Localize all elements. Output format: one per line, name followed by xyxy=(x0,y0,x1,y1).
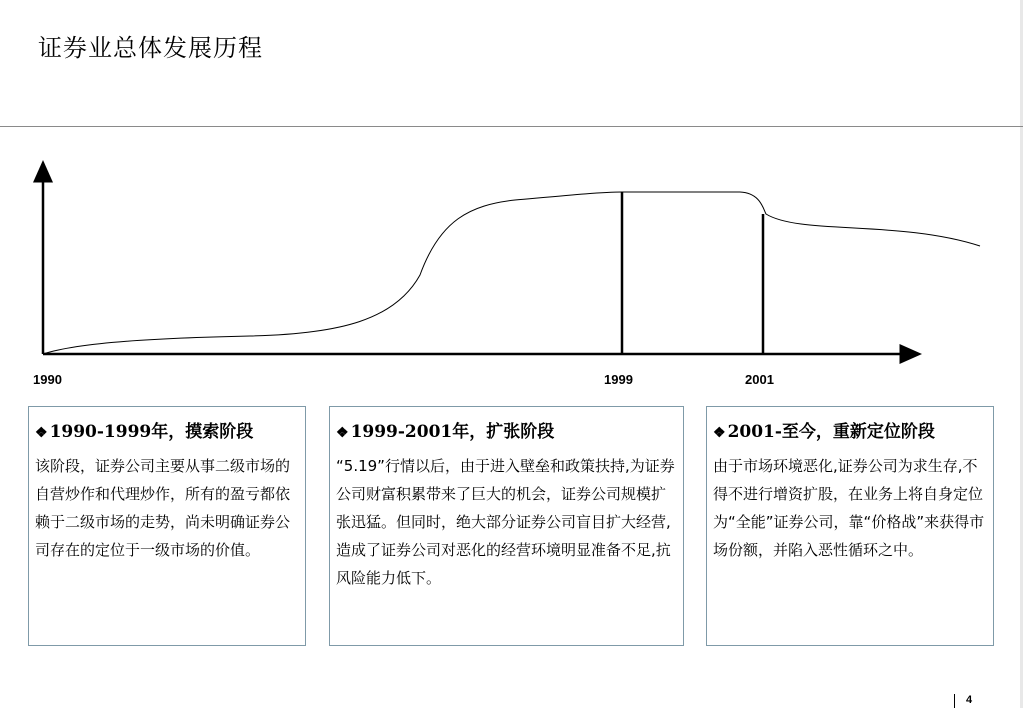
year-label-1990: 1990 xyxy=(33,372,62,387)
page-number: 4 xyxy=(966,694,973,706)
diamond-bullet-icon: ❖ xyxy=(336,425,349,441)
stage-description: “5.19”行情以后，由于进入壁垒和政策扶持,为证券公司财富积累带来了巨大的机会，证券公司规模扩张迅猛。但同时，绝大部分证券公司盲目扩大经营,造成了证券公司对恶化的经营环境明显准备不足,抗风险能力低下。 xyxy=(336,457,675,587)
stage-box-expansion xyxy=(329,406,684,646)
page-title: 证券业总体发展历程 xyxy=(38,34,263,62)
footer-divider xyxy=(954,694,955,708)
stage-box-exploration xyxy=(28,406,306,646)
development-curve xyxy=(43,192,980,354)
diamond-bullet-icon: ❖ xyxy=(713,425,726,441)
stage-heading xyxy=(713,417,987,442)
year-label-2001: 2001 xyxy=(745,372,774,387)
year-label-1999: 1999 xyxy=(604,372,633,387)
stage-box-repositioning xyxy=(706,406,994,646)
title-divider xyxy=(0,126,1023,127)
timeline-diagram xyxy=(0,160,1023,370)
stage-heading xyxy=(336,417,677,442)
stage-heading xyxy=(35,417,299,442)
stage-heading-text: 1990-1999年，摸索阶段 xyxy=(49,422,254,442)
diamond-bullet-icon: ❖ xyxy=(35,425,48,441)
stage-description: 由于市场环境恶化,证券公司为求生存,不得不进行增资扩股，在业务上将自身定位为“全能”证券公司，靠“价格战”来获得市场份额，并陷入恶性循环之中。 xyxy=(713,457,985,559)
stage-heading-text: 2001-至今，重新定位阶段 xyxy=(727,422,935,442)
stage-description: 该阶段，证券公司主要从事二级市场的自营炒作和代理炒作，所有的盈亏都依赖于二级市场的走势，尚未明确证券公司存在的定位于一级市场的价值。 xyxy=(35,457,291,559)
stage-heading-text: 1999-2001年，扩张阶段 xyxy=(350,422,555,442)
